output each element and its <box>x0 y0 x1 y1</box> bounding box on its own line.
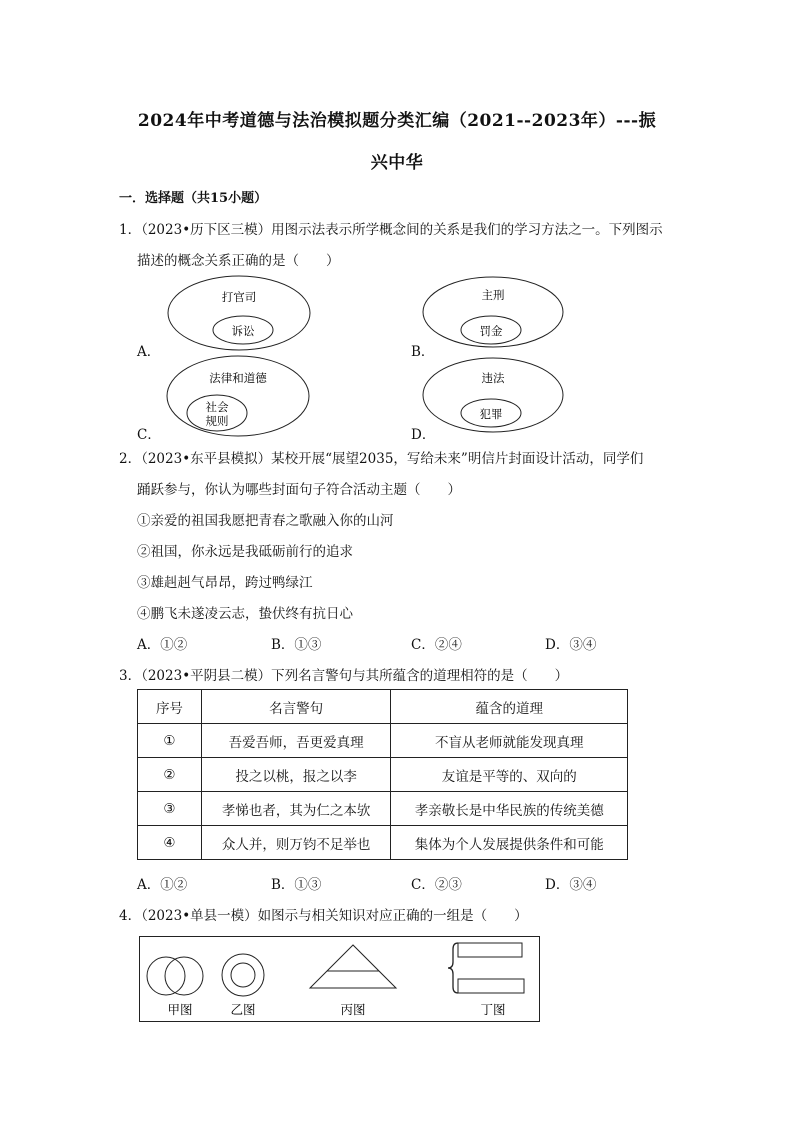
q1-option-a-letter: A． <box>137 344 161 360</box>
q4-figure-bing <box>310 945 396 988</box>
q3-header-quote: 名言警句 <box>201 690 391 724</box>
table-row <box>138 826 628 860</box>
q1-c-outer-label: 法律和道德 <box>209 371 267 385</box>
q3-row1-quote: 吾爱吾师，吾更爱真理 <box>201 724 391 758</box>
q1-option-d-letter: D． <box>411 427 436 443</box>
q3-option-b: B．①③ <box>271 877 322 893</box>
table-row <box>138 792 628 826</box>
q3-row4-meaning: 集体为个人发展提供条件和可能 <box>391 826 628 860</box>
q4-figure-yi <box>222 954 264 996</box>
q3-row2-meaning: 友谊是平等的、双向的 <box>391 758 628 792</box>
q3-row4-index: ④ <box>138 826 202 860</box>
q2-item-1: ①亲爱的祖国我愿把青春之歌融入你的山河 <box>137 513 394 529</box>
q1-b-inner-label: 罚金 <box>479 324 503 338</box>
q2-option-a: A．①② <box>137 637 188 653</box>
q2-item-3: ③雄赳赳气昂昂，跨过鸭绿江 <box>137 575 313 591</box>
q1-a-inner-label: 诉讼 <box>231 324 255 338</box>
q2-stem-line1: 2．（2023•东平县模拟）某校开展“展望2035，写给未来”明信片封面设计活动，同学们 <box>119 451 644 467</box>
q3-row3-meaning: 孝亲敬长是中华民族的传统美德 <box>391 792 628 826</box>
q3-row4-quote: 众人并，则万钧不足举也 <box>201 826 391 860</box>
q3-table <box>137 689 628 860</box>
q4-figure-ding <box>448 943 524 993</box>
q3-row2-quote: 投之以桃，报之以李 <box>201 758 391 792</box>
q3-stem-line1: 3．（2023•平阴县二模）下列名言警句与其所蕴含的道理相符的是（ ） <box>119 668 569 684</box>
q3-header-meaning: 蕴含的道理 <box>391 690 628 724</box>
q2-option-b: B．①③ <box>271 637 322 653</box>
q3-option-a: A．①② <box>137 877 188 893</box>
q3-table-header-row <box>138 690 628 724</box>
q1-option-c-diagram <box>167 356 309 436</box>
q3-option-c: C．②③ <box>411 877 462 893</box>
q3-row1-index: ① <box>138 724 202 758</box>
q1-option-a-diagram <box>168 276 310 350</box>
page-title-line1: 2024年中考道德与法治模拟题分类汇编（2021--2023年）---振 <box>137 111 657 131</box>
q1-d-outer-label: 违法 <box>481 371 505 385</box>
q1-c-inner-label-1: 社会 <box>205 400 229 414</box>
q3-row1-meaning: 不盲从老师就能发现真理 <box>391 724 628 758</box>
q1-stem-line2: 描述的概念关系正确的是（ ） <box>137 253 340 269</box>
q1-stem-line1: 1．（2023•历下区三模）用图示法表示所学概念间的关系是我们的学习方法之一。下列图示 <box>119 222 663 238</box>
q3-row3-index: ③ <box>138 792 202 826</box>
q4-stem-line1: 4．（2023•单县一模）如图示与相关知识对应正确的一组是（ ） <box>119 908 528 924</box>
q1-option-d-diagram <box>423 358 563 432</box>
section-heading: 一．选择题（共15小题） <box>119 191 268 206</box>
q3-option-d: D．③④ <box>545 877 597 893</box>
q2-option-d: D．③④ <box>545 637 597 653</box>
q1-option-c-letter: C． <box>137 427 161 443</box>
q1-option-b-diagram <box>423 277 563 347</box>
q3-row3-quote: 孝悌也者，其为仁之本欤 <box>201 792 391 826</box>
q4-figure-box <box>139 936 540 1022</box>
q3-header-index: 序号 <box>138 690 202 724</box>
q4-label-yi: 乙图 <box>230 1002 256 1017</box>
q1-option-b-letter: B． <box>411 344 435 360</box>
table-row <box>138 724 628 758</box>
q4-label-jia: 甲图 <box>167 1002 193 1017</box>
table-row <box>138 758 628 792</box>
q1-a-outer-label: 打官司 <box>221 290 257 304</box>
q4-label-bing: 丙图 <box>340 1002 366 1017</box>
q3-row2-index: ② <box>138 758 202 792</box>
q4-label-ding: 丁图 <box>480 1002 506 1017</box>
q1-c-inner-label-2: 规则 <box>205 414 229 428</box>
q2-stem-line2: 踊跃参与，你认为哪些封面句子符合活动主题（ ） <box>137 482 461 498</box>
q2-item-4: ④鹏飞未遂凌云志，蛰伏终有抗日心 <box>137 606 353 622</box>
q1-b-outer-label: 主刑 <box>481 288 505 302</box>
q4-figure <box>140 937 539 1021</box>
q2-option-c: C．②④ <box>411 637 462 653</box>
q1-diagrams <box>130 275 570 445</box>
q2-item-2: ②祖国，你永远是我砥砺前行的追求 <box>137 544 353 560</box>
q1-d-inner-label: 犯罪 <box>479 407 503 421</box>
page-title-line2: 兴中华 <box>370 153 424 173</box>
q4-figure-jia <box>147 957 203 995</box>
